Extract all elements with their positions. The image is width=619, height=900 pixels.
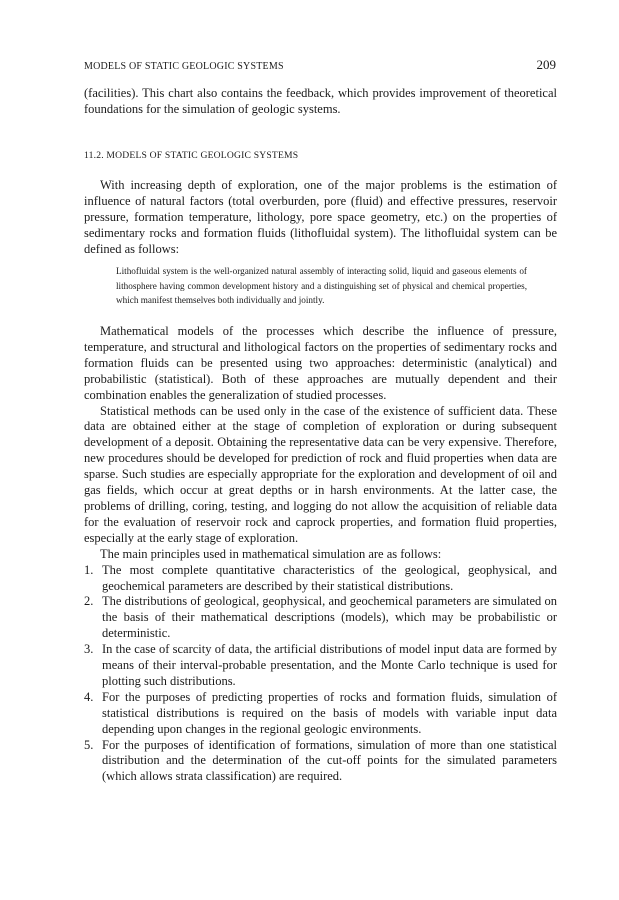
list-item-text: For the purposes of identification of formations, simulation of more than one statistical distribution and the determination of the cut-off points for the simulated parameters (which allows strata classification) are required.	[102, 737, 557, 784]
list-item-number: 4.	[84, 689, 94, 704]
list-item	[84, 594, 557, 642]
section-intro-block	[84, 178, 557, 258]
list-item-text: In the case of scarcity of data, the artificial distributions of model input data are formed by means of their interval-probable presentation, and the Monte Carlo technique is used for plotting such distributions.	[102, 642, 557, 688]
paragraph-2: Mathematical models of the processes which describe the influence of pressure, temperature, and structural and lithological factors on the properties of sedimentary rocks and formation fluids can be presented using two approaches: deterministic (analytical) and probabilistic (statistical). Both of these approaches are mutually dependent and their combination enables the generalization of studied processes.	[84, 324, 557, 402]
list-item-text: The most complete quantitative characteristics of the geological, geophysical, and geochemical parameters are described by their statistical distributions.	[102, 562, 557, 593]
list-item-text: The distributions of geological, geophysical, and geochemical parameters are simulated on the basis of their mathematical descriptions (models), which may be probabilistic or deterministic.	[102, 594, 557, 641]
list-item-number: 1.	[84, 562, 94, 577]
intro-continuation-paragraph: (facilities). This chart also contains the feedback, which provides improvement of theoretical foundations for the simulation of geologic systems.	[84, 86, 557, 116]
list-item-number: 3.	[84, 642, 94, 657]
list-item-text: For the purposes of predicting properties of rocks and formation fluids, simulation of statistical distributions is required on the basis of models with variable input data depending upon changes in the regional geologic environments.	[102, 689, 557, 736]
paragraph-1: With increasing depth of exploration, one of the major problems is the estimation of influence of natural factors (total overburden, pore (fluid) and effective pressures, reservoir pressure, formation temperature, lithology, pore space geometry, etc.) on the properties of sedimentary rocks and formation fluids (lithofluidal system). The lithofluidal system can be defined as follows:	[84, 178, 557, 256]
principles-list	[84, 563, 557, 786]
definition-block-quote: Lithofluidal system is the well-organized natural assembly of interacting solid, liquid and gaseous elements of lithosphere having common development history and a distinguishing set of physical and chemical properties, which manifest themselves both individually and jointly.	[116, 266, 527, 306]
page-header	[84, 57, 556, 73]
intro-continuation-block	[84, 86, 557, 118]
paragraph-4: The main principles used in mathematical simulation are as follows:	[100, 546, 442, 561]
list-item	[84, 738, 557, 786]
list-item-number: 5.	[84, 737, 94, 752]
main-body-block	[84, 324, 557, 785]
running-title: MODELS OF STATIC GEOLOGIC SYSTEMS	[84, 61, 284, 72]
list-item-number: 2.	[84, 594, 94, 609]
list-item	[84, 642, 557, 690]
paragraph-3: Statistical methods can be used only in the case of the existence of sufficient data. These data are obtained either at the stage of completion of exploration or during subsequent development of a deposit. Obtaining the representative data can be very expensive. Therefore, new procedures should be developed for prediction of rock and fluid properties when data are sparse. Such studies are especially appropriate for the exploration and development of oil and gas fields, which occur at great depths or in harsh environments. At the latter case, the problems of drilling, coring, testing, and logging do not allow the acquisition of reliable data for the evaluation of reservoir rock and caprock properties, and formation fluid properties, especially at the early stage of exploration.	[84, 403, 557, 545]
page-number: 209	[536, 57, 556, 72]
list-item	[84, 690, 557, 738]
list-item	[84, 563, 557, 595]
section-heading: 11.2. MODELS OF STATIC GEOLOGIC SYSTEMS	[84, 150, 299, 161]
